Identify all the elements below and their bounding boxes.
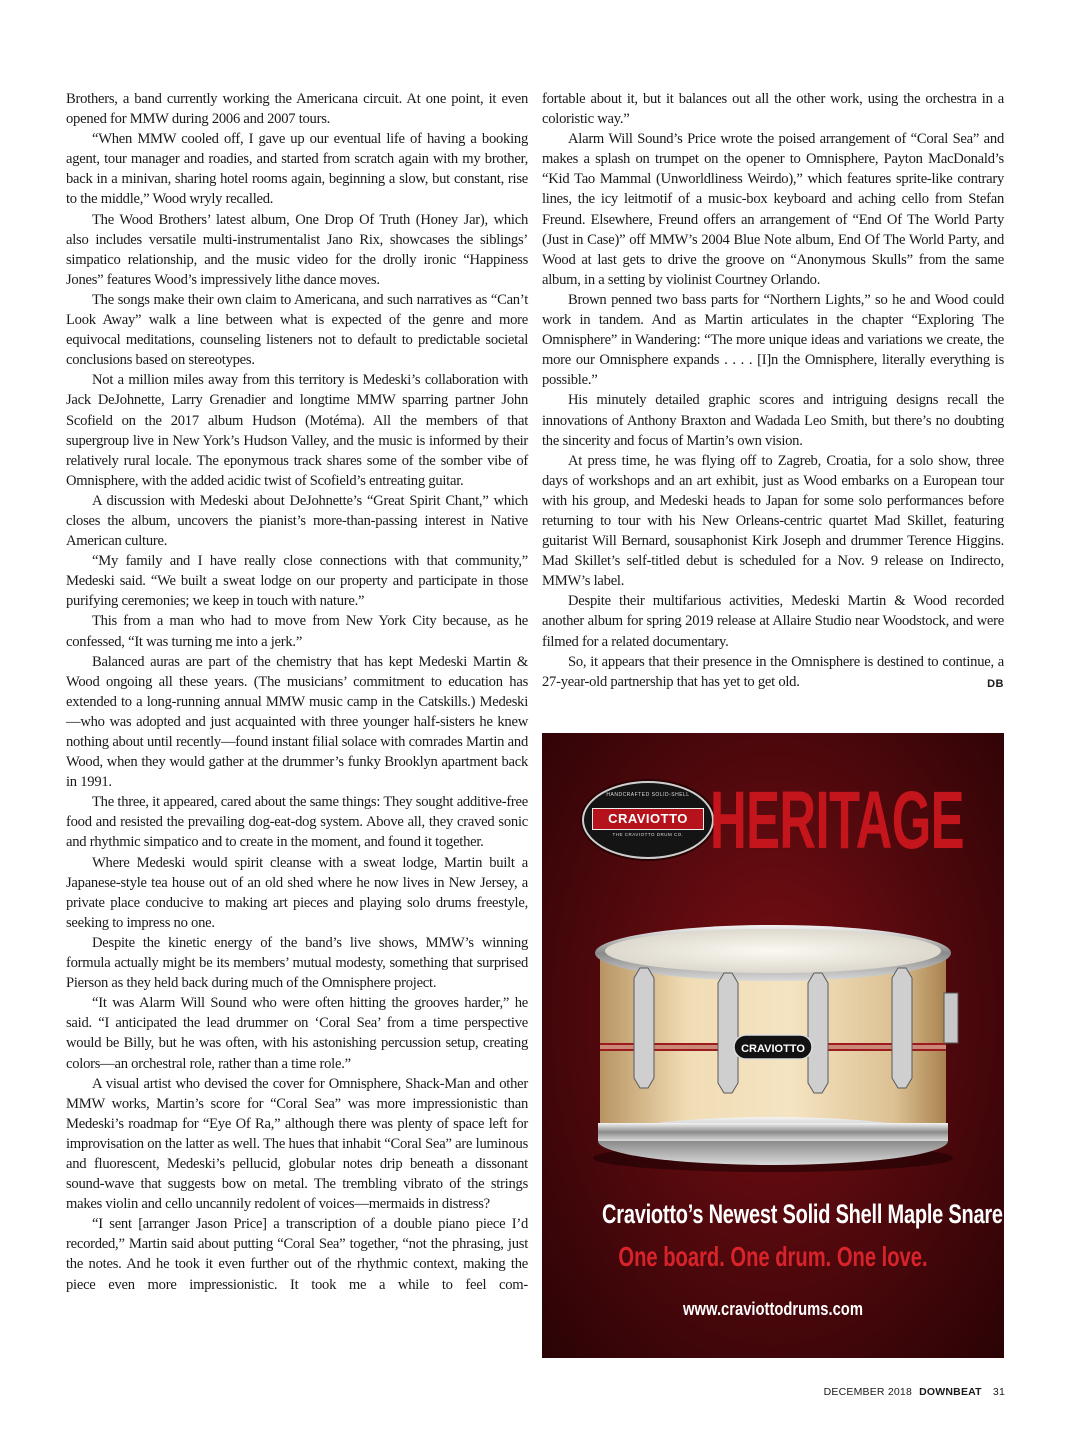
paragraph: “It was Alarm Will Sound who were often hitting the grooves harder,” he said. “I anticipated the lead drummer on ‘Coral Sea’ from a time perspective would be Billy, but he was often, with his astonishing percussion setup, creating colors—an orchestral role, rather than a time role.” [66, 995, 528, 1072]
ad-tagline: One board. One drum. One love. [618, 1241, 928, 1272]
paragraph-text: So, it appears that their presence in the Omnisphere is destined to continue, a 27-year-old partnership that has yet to get old. [542, 653, 1004, 690]
paragraph: The Wood Brothers’ latest album, One Drop Of Truth (Honey Jar), which also includes versatile multi-instrumentalist Jano Rix, showcases the siblings’ simpatico relationship, and the music video for the drolly ironic “Happiness Jones” features Wood’s impressively lithe dance moves. [66, 211, 528, 288]
paragraph: Where Medeski would spirit cleanse with a sweat lodge, Martin built a Japanese-style tea house out of an old shed where he now lives in New Jersey, a private place conducive to making art pieces and playing solo drums freestyle, seeking to impress no one. [66, 854, 528, 931]
ad-url[interactable]: www.craviottodrums.com [683, 1299, 863, 1319]
paragraph: This from a man who had to move from New York City because, as he confessed, “It was turning me into a jerk.” [66, 613, 528, 650]
craviotto-advertisement [542, 733, 1060, 1358]
paragraph: The three, it appeared, cared about the same things: They sought additive-free food and resisted the prevailing dog-eat-dog system. Above all, they craved sonic and rhythmic simpatico and to create in the moment, and found it together. [66, 794, 528, 851]
issue-date: DECEMBER 2018 [823, 1386, 912, 1398]
paragraph: A visual artist who devised the cover for Omnisphere, Shack-Man and other MMW works, Martin’s score for “Coral Sea” was more impressionistic than Medeski’s roadmap for “Eye Of Ra,” although there was plenty of space left for improvisation on the latter as well. The hues that inhabit “Coral Sea” are luminous and fluorescent, Medeski’s pellucid, globular notes drip beneath a dissonant sound-wave that suggests bow on metal. The trembling vibrato of the strings makes violin and cello uncannily redolent of voices—mermaids in distress? [66, 1075, 528, 1213]
paragraph: “My family and I have really close connections with that community,” Medeski said. “We built a sweat lodge on our property and participate in those purifying ceremonies; we keep in touch with nature.” [66, 553, 528, 610]
badge-brand-text: CRAVIOTTO [592, 808, 704, 830]
paragraph: A discussion with Medeski about DeJohnette’s “Great Spirit Chant,” which closes the album, uncovers the pianist’s more-than-passing interest in Native American culture. [66, 492, 528, 550]
snare-drum-illustration [542, 913, 1004, 1183]
paragraph: At press time, he was flying off to Zagreb, Croatia, for a solo show, three days of workshops and an art exhibit, just as Wood embarks on a European tour with his group, and Medeski heads to Japan for some solo performances before returning to tour with his New Orleans-centric quartet Mad Skillet, featuring guitarist Will Bernard, sousaphonist Kirk Joseph and drummer Terence Higgins. Mad Skillet’s self-titled debut is scheduled for a Nov. 9 release on Indirecto, MMW’s label. [542, 452, 1004, 590]
page-footer [824, 1386, 1005, 1398]
snare-strainer [944, 993, 958, 1043]
right-column [542, 89, 1004, 694]
paragraph: His minutely detailed graphic scores and intriguing designs recall the innovations of Anthony Braxton and Wadada Leo Smith, but there’s no doubting the sincerity and focus of Martin’s own vision. [542, 392, 1004, 449]
ad-heading: HERITAGE [710, 775, 964, 866]
paragraph: Brothers, a band currently working the Americana circuit. At one point, it even opened for MMW during 2006 and 2007 tours. [66, 91, 528, 128]
paragraph: Brown penned two bass parts for “Northern Lights,” so he and Wood could work in tandem. And as Martin articulates in the chapter “Exploring The Omnisphere” in Wandering: “The more unique ideas and variations we create, the more our Omnisphere expands . . . . [I]n the Omnisphere, literally everything is possible.” [542, 291, 1004, 389]
paragraph: Balanced auras are part of the chemistry that has kept Medeski Martin & Wood ongoing all these years. (The musicians’ commitment to education has extended to a long-running annual MMW music camp in the Catskills.) Medeski—who was adopted and just acquainted with three younger half-sisters he knew nothing about until recently—found instant filial solace with comrades Martin and Wood, when they would gather at the drummer’s funky Brooklyn apartment back in 1991. [66, 653, 528, 791]
final-paragraph [542, 652, 1004, 692]
paragraph: Not a million miles away from this territory is Medeski’s collaboration with Jack DeJohnette, Larry Grenadier and longtime MMW sparring partner John Scofield on the 2017 album Hudson (Motéma). All the members of that supergroup live in New York’s Hudson Valley, and the music is informed by their relatively rural locale. The eponymous track shares some of the somber vibe of Omnisphere, with the added acidic twist of Scofield’s entreating guitar. [66, 372, 528, 489]
paragraph: The songs make their own claim to Americana, and such narratives as “Can’t Look Away” walk a line between what is expected of the genre and more equivocal meditations, counseling listeners not to default to predictable societal conclusions based on stereotypes. [66, 291, 528, 369]
paragraph: “When MMW cooled off, I gave up our eventual life of having a booking agent, tour manager and roadies, and started from scratch again with my brother, back in a minivan, sharing hotel rooms again, beginning a slow, but constant, rise to the middle,” Wood wryly recalled. [66, 131, 528, 208]
drum-head [605, 929, 941, 973]
badge-sub-text: THE CRAVIOTTO DRUM CO. [612, 832, 684, 837]
end-mark: DB [987, 677, 1004, 690]
magazine-name: DOWNBEAT [919, 1386, 982, 1398]
badge-top-text: HANDCRAFTED SOLID-SHELL [606, 792, 690, 798]
left-column [66, 89, 528, 1295]
paragraph: Alarm Will Sound’s Price wrote the poised arrangement of “Coral Sea” and makes a splash on trumpet on the opener to Omnisphere, Payton MacDonald’s “Kid Tao Mammal (Unworldliness Weirdo),” which features sprite-like contrary lines, the icy leitmotif of a music-box keyboard and aching cello from Stefan Freund. Elsewhere, Freund offers an arrangement of “End Of The World Party (Just in Case)” off MMW’s 2004 Blue Note album, End Of The World Party, and Wood at last gets to drive the groove on “Anonymous Skulls” from the same album, in a setting by violinist Courtney Orlando. [542, 131, 1004, 288]
page-number: 31 [992, 1386, 1005, 1398]
paragraph: Despite their multifarious activities, Medeski Martin & Wood recorded another album for spring 2019 release at Allaire Studio near Woodstock, and were filmed for a related documentary. [542, 593, 1004, 650]
paragraph: Despite the kinetic energy of the band’s live shows, MMW’s winning formula actually might be its members’ mutual modesty, something that surprised Pierson as they held back during much of the Omnisphere project. [66, 934, 528, 992]
drum-badge-text: CRAVIOTTO [741, 1043, 805, 1055]
paragraph: “I sent [arranger Jason Price] a transcription of a double piano piece I’d recorded,” Martin said about putting “Coral Sea” together, “not the phrasing, just the notes. And he took it even further out of the rhythmic context, making the piece even more impressionistic. It took me a while to feel com- [66, 1216, 528, 1293]
ad-headline: Craviotto’s Newest Solid Shell Maple Snare Drum [602, 1199, 1060, 1229]
paragraph: fortable about it, but it balances out all the other work, using the orchestra in a coloristic way.” [542, 91, 1004, 128]
craviotto-logo-badge [582, 781, 714, 859]
